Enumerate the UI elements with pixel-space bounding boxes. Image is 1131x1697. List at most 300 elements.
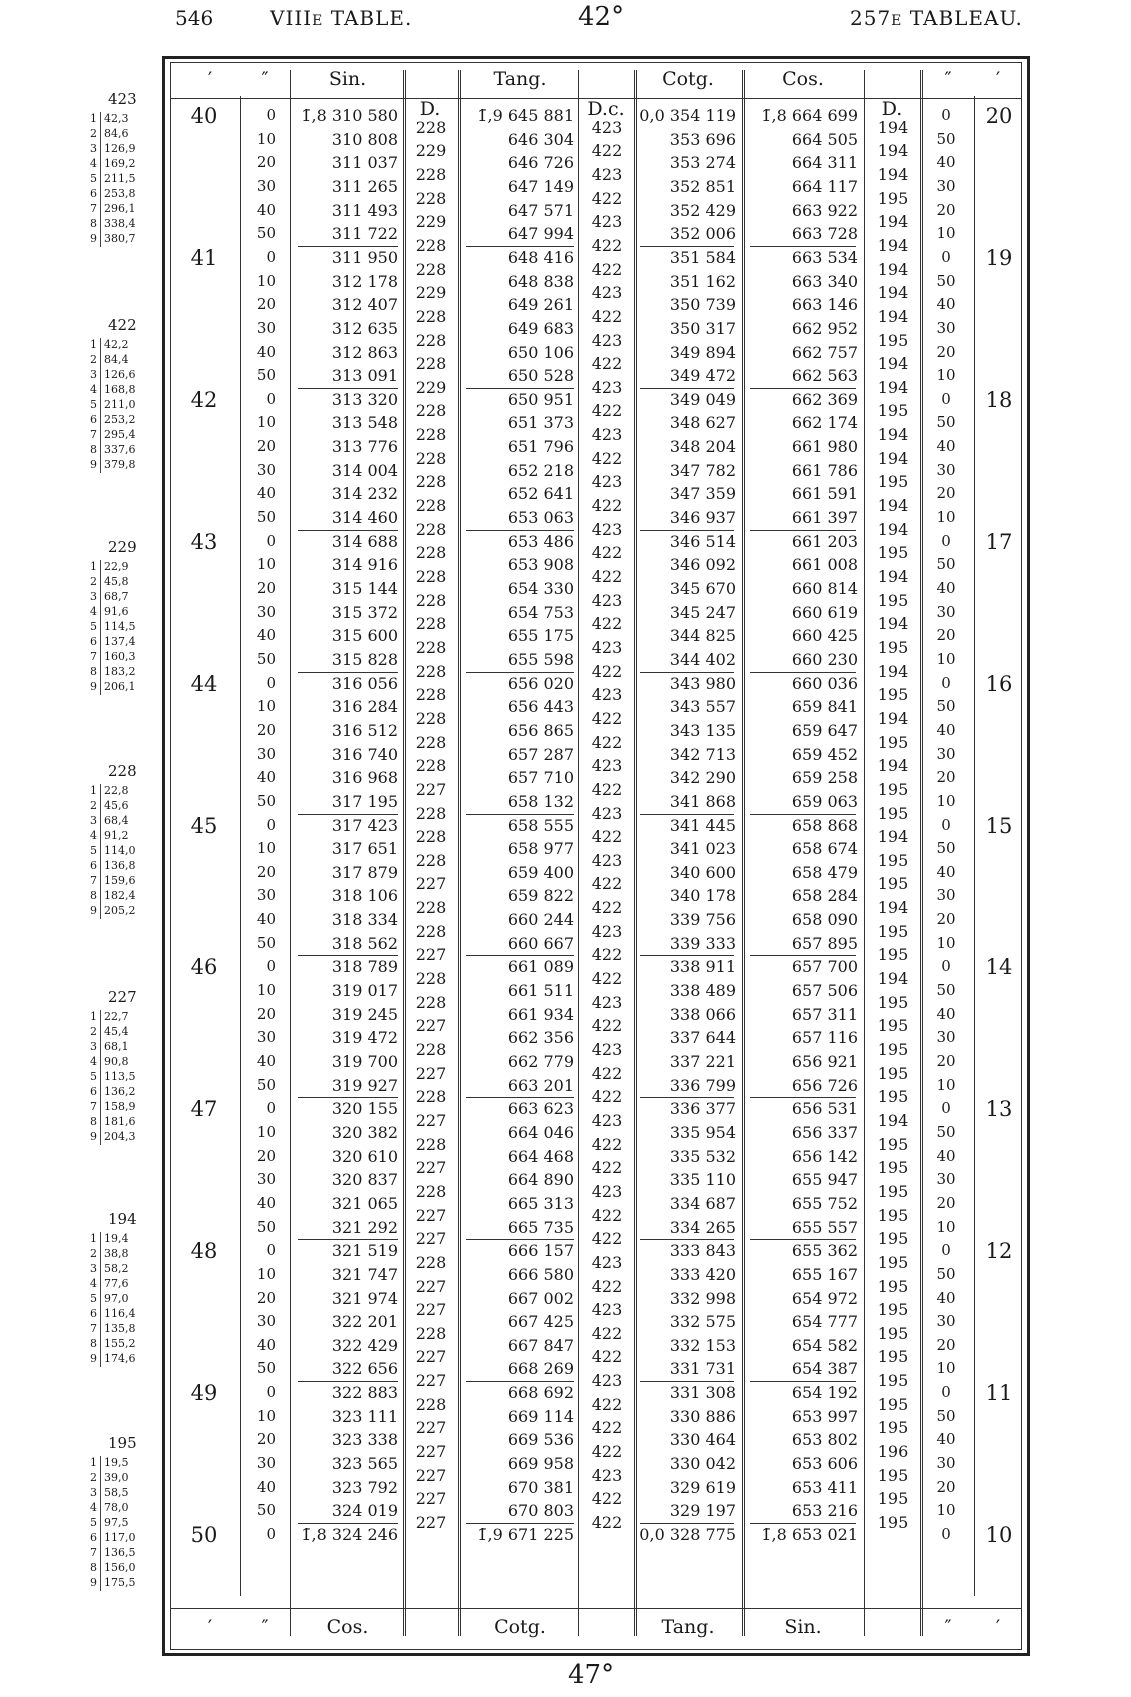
cos-diff-cell: 194: [877, 969, 909, 989]
pp-value: 97,0: [104, 1292, 129, 1305]
tang-cell: 667 002: [507, 1288, 574, 1308]
cos-cell: 663 728: [791, 224, 858, 244]
cotg-cell: 346 092: [669, 555, 736, 575]
tang-cell: 1̄,9 671 225: [477, 1525, 574, 1544]
cos-cell: 657 700: [791, 957, 858, 977]
second-cell: 30: [256, 1454, 276, 1473]
second-cell: 10: [256, 129, 276, 148]
pp-multiplier: 2: [90, 353, 97, 366]
pp-multiplier: 1: [90, 784, 97, 797]
tang-cell: 650 528: [507, 366, 574, 386]
minute-rule: [640, 388, 734, 389]
tang-cell: 653 908: [507, 555, 574, 575]
second-right-cell: 40: [936, 579, 956, 597]
second-right-cell: 10: [936, 508, 956, 527]
pp-value: 174,6: [104, 1352, 136, 1365]
second-right-cell: 10: [936, 933, 956, 952]
tang-cell: 656 865: [507, 720, 574, 740]
pp-multiplier: 3: [90, 1262, 97, 1275]
second-right-cell: 50: [936, 1406, 956, 1425]
pp-multiplier: 2: [90, 127, 97, 140]
cotg-cell: 343 135: [669, 720, 736, 740]
common-diff-cell: 422: [591, 614, 623, 634]
cotg-cell: 335 532: [669, 1146, 736, 1166]
tang-cell: 667 847: [507, 1335, 574, 1355]
second-cell: 20: [256, 295, 276, 314]
pp-block-head: 228: [108, 762, 137, 780]
sin-cell: 318 334: [331, 910, 398, 930]
second-cell: 40: [256, 910, 276, 929]
sin-cell: 322 429: [331, 1335, 398, 1355]
cotg-cell: 351 584: [669, 247, 736, 267]
pp-value: 22,8: [104, 784, 129, 797]
pp-multiplier: 2: [90, 575, 97, 588]
second-cell: 10: [256, 413, 276, 432]
second-right-cell: 40: [936, 1288, 956, 1307]
cotg-cell: 341 868: [669, 791, 736, 811]
cotg-cell: 342 713: [669, 744, 736, 764]
minute-rule: [640, 1097, 734, 1098]
cos-diff-cell: 195: [877, 1276, 909, 1296]
pp-multiplier: 3: [90, 368, 97, 381]
sin-cell: 319 017: [331, 981, 398, 1001]
second-cell: 50: [256, 933, 276, 952]
cos-cell: 661 591: [791, 484, 858, 504]
pp-value: 206,1: [104, 680, 136, 693]
pp-value: 114,0: [104, 844, 136, 857]
common-diff-cell: 422: [591, 496, 623, 516]
pp-value: 45,8: [104, 575, 129, 588]
cotg-cell: 329 197: [669, 1501, 736, 1521]
cos-cell: 654 972: [791, 1288, 858, 1308]
pp-multiplier: 1: [90, 112, 97, 125]
pp-block-head: 195: [108, 1434, 137, 1452]
cotg-cell: 331 731: [669, 1359, 736, 1379]
second-right-cell: 50: [936, 1264, 956, 1283]
cos-cell: 654 387: [791, 1359, 858, 1379]
minute-cell: 40: [190, 104, 218, 128]
second-cell: 30: [256, 1028, 276, 1047]
pp-value: 84,6: [104, 127, 129, 140]
common-diff-cell: 422: [591, 235, 623, 255]
tang-cell: 1̄,9 645 881: [477, 106, 574, 125]
tang-cell: 658 555: [507, 815, 574, 835]
sin-cell: 318 562: [331, 933, 398, 953]
minute-rule: [298, 1523, 398, 1524]
col-head-d2: D.: [881, 98, 903, 120]
cos-cell: 653 411: [791, 1477, 858, 1497]
sin-diff-cell: 227: [415, 945, 447, 965]
tang-cell: 652 641: [507, 484, 574, 504]
pp-value: 156,0: [104, 1561, 136, 1574]
second-right-cell: 0: [941, 1099, 951, 1118]
sin-cell: 314 004: [331, 460, 398, 480]
second-cell: 40: [256, 768, 276, 787]
second-right-cell: 20: [936, 626, 956, 645]
cos-cell: 662 952: [791, 318, 858, 338]
pp-multiplier: 7: [90, 428, 97, 441]
sin-cell: 315 144: [331, 579, 398, 598]
common-diff-cell: 422: [591, 1347, 623, 1367]
pp-multiplier: 6: [90, 1531, 97, 1544]
second-cell: 0: [266, 957, 276, 976]
second-cell: 40: [256, 1052, 276, 1070]
cos-cell: 664 311: [791, 153, 858, 173]
cos-cell: 662 369: [791, 389, 858, 409]
pp-value: 211,5: [104, 172, 136, 185]
cos-diff-cell: 195: [877, 401, 909, 421]
sin-cell: 322 201: [331, 1312, 398, 1332]
cos-diff-cell: 194: [877, 756, 909, 776]
sin-cell: 316 056: [331, 673, 398, 693]
col-foot-sin: Sin.: [784, 1616, 822, 1638]
tang-cell: 651 373: [507, 413, 574, 433]
second-right-cell: 20: [936, 1335, 956, 1354]
pp-value: 116,4: [104, 1307, 136, 1320]
sin-cell: 310 808: [331, 129, 398, 149]
minute-right-cell: 15: [985, 813, 1013, 838]
minute-rule: [750, 1239, 856, 1240]
common-diff-cell: 422: [591, 1276, 623, 1296]
page-number: 546: [175, 6, 214, 30]
second-right-cell: 30: [936, 1312, 956, 1331]
cos-cell: 659 258: [791, 768, 858, 788]
cos-cell: 653 606: [791, 1454, 858, 1474]
minute-rule: [750, 1097, 856, 1098]
common-diff-cell: 422: [591, 1134, 623, 1154]
cos-diff-cell: 195: [877, 685, 909, 705]
second-right-cell: 30: [936, 1454, 956, 1473]
common-diff-cell: 422: [591, 401, 623, 421]
second-cell: 30: [256, 176, 276, 195]
cos-cell: 656 337: [791, 1122, 858, 1142]
second-right-cell: 30: [936, 744, 956, 763]
sin-diff-cell: 227: [415, 1418, 447, 1438]
second-cell: 50: [256, 224, 276, 243]
second-right-cell: 30: [936, 176, 956, 195]
minute-rule: [466, 1097, 574, 1098]
second-right-cell: 50: [936, 555, 956, 574]
sin-diff-cell: 228: [415, 685, 447, 705]
common-diff-cell: 422: [591, 354, 623, 374]
cotg-cell: 346 937: [669, 508, 736, 528]
pp-multiplier: 3: [90, 1040, 97, 1053]
common-diff-cell: 422: [591, 945, 623, 965]
minute-right-cell: 12: [985, 1239, 1013, 1264]
common-diff-cell: 423: [591, 1252, 623, 1272]
table-label-right: 257e TABLEAU.: [850, 6, 1023, 30]
pp-value: 78,0: [104, 1501, 129, 1514]
cotg-cell: 329 619: [669, 1477, 736, 1497]
cos-cell: 660 425: [791, 626, 858, 646]
cotg-cell: 349 894: [669, 342, 736, 362]
pp-block-rule: [100, 1456, 101, 1591]
pp-block-rule: [100, 338, 101, 473]
cos-diff-cell: 195: [877, 1252, 909, 1272]
minute-rule: [298, 1381, 398, 1382]
tang-cell: 661 511: [507, 981, 574, 1001]
cos-diff-cell: 194: [877, 212, 909, 232]
tang-cell: 660 667: [507, 933, 574, 953]
cos-diff-cell: 194: [877, 827, 909, 847]
second-cell: 10: [256, 981, 276, 1000]
cotg-cell: 341 023: [669, 839, 736, 859]
cotg-cell: 352 429: [669, 200, 736, 220]
cotg-cell: 332 153: [669, 1335, 736, 1355]
common-diff-cell: 422: [591, 1229, 623, 1249]
sin-diff-cell: 229: [415, 212, 447, 232]
pp-multiplier: 2: [90, 799, 97, 812]
pp-value: 126,9: [104, 142, 136, 155]
second-cell: 50: [256, 366, 276, 385]
pp-value: 113,5: [104, 1070, 136, 1083]
common-diff-cell: 423: [591, 1465, 623, 1485]
sin-cell: 315 372: [331, 602, 398, 622]
second-right-cell: 0: [941, 957, 951, 976]
pp-multiplier: 7: [90, 1546, 97, 1559]
sin-cell: 323 565: [331, 1454, 398, 1474]
cos-cell: 660 619: [791, 602, 858, 622]
tang-cell: 662 779: [507, 1052, 574, 1071]
pp-value: 204,3: [104, 1130, 136, 1143]
pp-multiplier: 8: [90, 1115, 97, 1128]
second-cell: 40: [256, 484, 276, 503]
minute-rule: [298, 1097, 398, 1098]
cos-diff-cell: 194: [877, 567, 909, 586]
sin-cell: 318 789: [331, 957, 398, 977]
common-diff-cell: 422: [591, 1087, 623, 1107]
common-diff-cell: 422: [591, 141, 623, 161]
col-divider: [290, 70, 291, 1636]
cos-cell: 661 008: [791, 555, 858, 575]
cos-diff-cell: 195: [877, 1465, 909, 1485]
sin-diff-cell: 227: [415, 1205, 447, 1225]
second-cell: 30: [256, 886, 276, 905]
cos-cell: 658 868: [791, 815, 858, 835]
cos-diff-cell: 195: [877, 1134, 909, 1154]
minute-rule: [640, 672, 734, 673]
minute-rule: [466, 955, 574, 956]
cotg-cell: 330 042: [669, 1454, 736, 1474]
common-diff-cell: 422: [591, 827, 623, 847]
common-diff-cell: 423: [591, 637, 623, 657]
second-right-cell: 50: [936, 413, 956, 432]
common-diff-cell: 423: [591, 756, 623, 776]
sin-cell: 317 651: [331, 839, 398, 859]
second-right-cell: 30: [936, 886, 956, 905]
second-cell: 30: [256, 602, 276, 621]
sin-cell: 312 863: [331, 342, 398, 362]
sin-diff-cell: 229: [415, 141, 447, 161]
pp-value: 68,7: [104, 590, 129, 603]
tang-cell: 666 157: [507, 1241, 574, 1261]
sin-diff-cell: 228: [415, 164, 447, 184]
cos-diff-cell: 195: [877, 1323, 909, 1343]
second-cell: 40: [256, 342, 276, 361]
minute-rule: [298, 814, 398, 815]
cos-cell: 659 452: [791, 744, 858, 764]
second-cell: 50: [256, 1359, 276, 1378]
cos-cell: 660 230: [791, 649, 858, 669]
tang-cell: 657 710: [507, 768, 574, 788]
pp-multiplier: 2: [90, 1247, 97, 1260]
cos-cell: 653 216: [791, 1501, 858, 1521]
pp-multiplier: 4: [90, 1277, 97, 1290]
cotg-cell: 0,0 354 119: [639, 106, 736, 125]
cos-cell: 661 397: [791, 508, 858, 528]
common-diff-cell: 423: [591, 803, 623, 823]
common-diff-cell: 423: [591, 117, 623, 137]
pp-value: 136,2: [104, 1085, 136, 1098]
second-cell: 50: [256, 791, 276, 810]
col-head-sin: Sin.: [328, 68, 367, 90]
sin-cell: 316 740: [331, 744, 398, 764]
common-diff-cell: 423: [591, 921, 623, 941]
second-right-cell: 50: [936, 839, 956, 858]
pp-multiplier: 9: [90, 680, 97, 693]
sin-diff-cell: 227: [415, 1513, 447, 1532]
second-right-cell: 20: [936, 200, 956, 219]
pp-block-rule: [100, 1010, 101, 1145]
minute-right-cell: 17: [985, 529, 1013, 554]
minute-rule: [298, 672, 398, 673]
second-right-cell: 0: [941, 389, 951, 408]
tang-cell: 662 356: [507, 1028, 574, 1048]
sin-diff-cell: 228: [415, 992, 447, 1012]
cos-diff-cell: 194: [877, 1110, 909, 1130]
minute-rule: [640, 1381, 734, 1382]
minute-rule: [750, 388, 856, 389]
cos-diff-cell: 195: [877, 188, 909, 208]
pp-multiplier: 8: [90, 217, 97, 230]
cotg-cell: 352 006: [669, 224, 736, 244]
cos-diff-cell: 194: [877, 306, 909, 326]
common-diff-cell: 423: [591, 283, 623, 303]
minute-right-cell: 16: [985, 671, 1013, 696]
second-cell: 0: [266, 106, 276, 124]
minute-rule: [466, 388, 574, 389]
cotg-cell: 338 066: [669, 1004, 736, 1024]
sin-diff-cell: 228: [415, 1087, 447, 1107]
col-divider: [240, 96, 241, 1596]
sin-diff-cell: 228: [415, 1394, 447, 1414]
tang-cell: 647 571: [507, 200, 574, 220]
col-divider: [920, 70, 923, 1636]
sin-diff-cell: 229: [415, 283, 447, 303]
cotg-cell: 339 756: [669, 910, 736, 930]
sin-diff-cell: 228: [415, 614, 447, 634]
sin-cell: 314 688: [331, 531, 398, 551]
pp-multiplier: 7: [90, 202, 97, 215]
cotg-cell: 337 221: [669, 1052, 736, 1071]
cos-cell: 659 841: [791, 697, 858, 717]
cotg-cell: 348 204: [669, 437, 736, 457]
col-foot-seconds: ″: [261, 1616, 269, 1638]
minute-rule: [298, 246, 398, 247]
cos-diff-cell: 196: [877, 1442, 909, 1462]
pp-multiplier: 8: [90, 443, 97, 456]
second-right-cell: 30: [936, 460, 956, 479]
sin-cell: 314 232: [331, 484, 398, 504]
minute-rule: [466, 530, 574, 531]
cotg-cell: 353 696: [669, 129, 736, 149]
common-diff-cell: 423: [591, 1181, 623, 1201]
tang-cell: 647 994: [507, 224, 574, 244]
second-cell: 40: [256, 200, 276, 219]
second-cell: 50: [256, 1075, 276, 1094]
second-cell: 40: [256, 1335, 276, 1354]
second-right-cell: 0: [941, 1383, 951, 1402]
cos-diff-cell: 195: [877, 1040, 909, 1059]
sin-diff-cell: 227: [415, 1300, 447, 1320]
pp-multiplier: 9: [90, 904, 97, 917]
pp-value: 155,2: [104, 1337, 136, 1350]
minute-rule: [640, 246, 734, 247]
cos-diff-cell: 195: [877, 1181, 909, 1201]
second-cell: 10: [256, 1406, 276, 1425]
sin-cell: 316 968: [331, 768, 398, 788]
common-diff-cell: 422: [591, 1323, 623, 1343]
tang-cell: 655 175: [507, 626, 574, 646]
cos-diff-cell: 194: [877, 141, 909, 161]
cos-diff-cell: 195: [877, 1205, 909, 1225]
second-right-cell: 10: [936, 1075, 956, 1094]
pp-value: 97,5: [104, 1516, 129, 1529]
sin-cell: 323 792: [331, 1477, 398, 1497]
col-foot-tang: Tang.: [661, 1616, 715, 1638]
second-right-cell: 10: [936, 1217, 956, 1236]
minute-right-cell: 18: [985, 387, 1013, 412]
second-cell: 20: [256, 862, 276, 881]
sin-diff-cell: 228: [415, 827, 447, 847]
cos-diff-cell: 195: [877, 1347, 909, 1367]
pp-value: 58,5: [104, 1486, 129, 1499]
sin-diff-cell: 228: [415, 188, 447, 208]
sin-cell: 311 037: [331, 153, 398, 173]
common-diff-cell: 423: [591, 685, 623, 705]
tang-cell: 664 468: [507, 1146, 574, 1166]
common-diff-cell: 422: [591, 661, 623, 681]
pp-multiplier: 5: [90, 1292, 97, 1305]
cos-diff-cell: 195: [877, 543, 909, 563]
pp-value: 68,4: [104, 814, 129, 827]
second-right-cell: 10: [936, 224, 956, 243]
tang-cell: 670 381: [507, 1477, 574, 1497]
pp-value: 183,2: [104, 665, 136, 678]
col-head-seconds: ″: [261, 68, 269, 90]
pp-value: 295,4: [104, 428, 136, 441]
cotg-cell: 353 274: [669, 153, 736, 173]
common-diff-cell: 422: [591, 1513, 623, 1532]
cotg-cell: 352 851: [669, 176, 736, 196]
pp-multiplier: 1: [90, 1010, 97, 1023]
tang-cell: 652 218: [507, 460, 574, 480]
pp-value: 379,8: [104, 458, 136, 471]
cotg-cell: 334 687: [669, 1193, 736, 1213]
minute-rule: [466, 1381, 574, 1382]
cotg-cell: 333 843: [669, 1241, 736, 1261]
sin-diff-cell: 228: [415, 590, 447, 610]
second-cell: 10: [256, 839, 276, 858]
sin-cell: 320 837: [331, 1170, 398, 1190]
cos-cell: 664 117: [791, 176, 858, 196]
common-diff-cell: 422: [591, 732, 623, 752]
minute-rule: [466, 814, 574, 815]
common-diff-cell: 422: [591, 543, 623, 563]
second-cell: 0: [266, 1241, 276, 1260]
tang-cell: 669 958: [507, 1454, 574, 1474]
cos-diff-cell: 195: [877, 637, 909, 657]
